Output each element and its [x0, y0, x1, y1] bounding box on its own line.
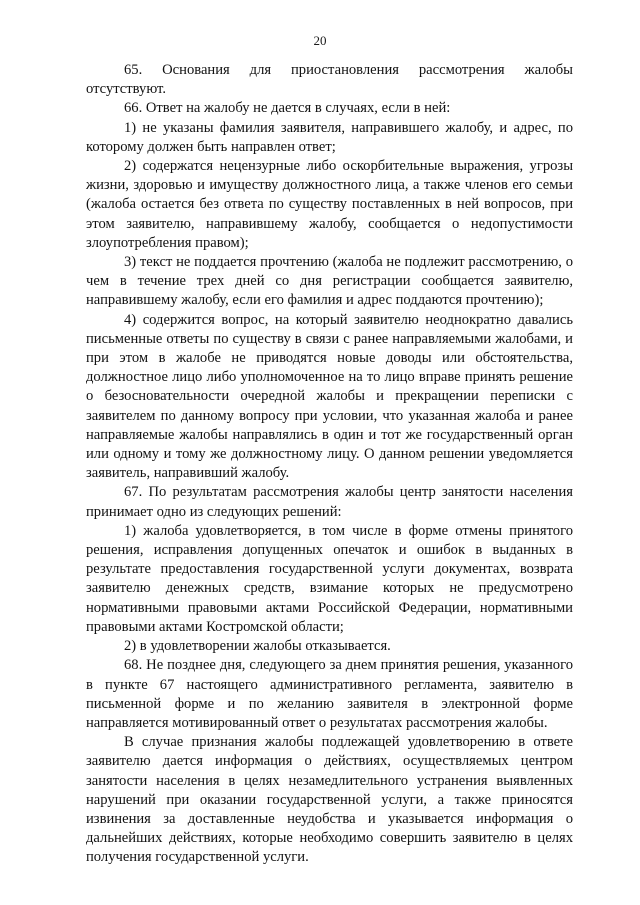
paragraph-66-item-4: 4) содержится вопрос, на который заявителю неоднократно давались письменные ответы по существу в связи с ранее направляемыми жалобами, и при этом в жалобе не приводятся новые доводы или обстоятельства, должностное лицо либо уполномоченное на то лицо вправе принять решение о безосновательности очередной жалобы и прекращении переписки с заявителем по данному вопросу при условии, что указанная жалоба и ранее направляемые жалобы направлялись в один и тот же государственный орган или одному и тому же должностному лицу. О данном решении уведомляется заявитель, направивший жалобу.	[86, 311, 573, 482]
paragraph-67-item-2: 2) в удовлетворении жалобы отказывается.	[124, 638, 391, 655]
paragraph-65: 65. Основания для приостановления рассмотрения жалобы отсутствуют.	[86, 62, 573, 98]
paragraph-66: 66. Ответ на жалобу не дается в случаях, если в ней:	[124, 100, 451, 117]
page-number: 20	[313, 33, 327, 48]
paragraph-66-item-2: 2) содержатся нецензурные либо оскорбительные выражения, угрозы жизни, здоровью и имуществу должностного лица, а также членов его семьи (жалоба остается без ответа по существу поставленных в ней вопросов, при этом заявителю, направившему жалобу, сообщается о недопустимости злоупотребления правом);	[86, 158, 573, 251]
document-body	[86, 61, 573, 868]
paragraph-66-item-1: 1) не указаны фамилия заявителя, направившего жалобу, и адрес, по которому должен быть направлен ответ;	[86, 119, 573, 155]
paragraph-68-continuation: В случае признания жалобы подлежащей удовлетворению в ответе заявителю дается информация о действиях, осуществляемых центром занятости населения в целях незамедлительного устранения выявленных нарушений при оказании государственной услуги, а также приносятся извинения за доставленные неудобства и указывается информация о дальнейших действиях, которые необходимо совершить заявителю в целях получения государственной услуги.	[86, 734, 573, 866]
paragraph-68: 68. Не позднее дня, следующего за днем принятия решения, указанного в пункте 67 настоящего административного регламента, заявителю в письменной форме и по желанию заявителя в электронной форме направляется мотивированный ответ о результатах рассмотрения жалобы.	[86, 657, 573, 731]
paragraph-67: 67. По результатам рассмотрения жалобы центр занятости населения принимает одно из следующих решений:	[86, 484, 573, 520]
paragraph-66-item-3: 3) текст не поддается прочтению (жалоба не подлежит рассмотрению, о чем в течение трех дней со дня регистрации сообщается заявителю, направившему жалобу, если его фамилия и адрес поддаются прочтению);	[86, 254, 573, 309]
paragraph-67-item-1: 1) жалоба удовлетворяется, в том числе в форме отмены принятого решения, исправления допущенных опечаток и ошибок в выданных в результате предоставления государственной услуги документах, возврата заявителю денежных средств, взимание которых не предусмотрено нормативными правовыми актами Российской Федерации, нормативными правовыми актами Костромской области;	[86, 522, 573, 635]
